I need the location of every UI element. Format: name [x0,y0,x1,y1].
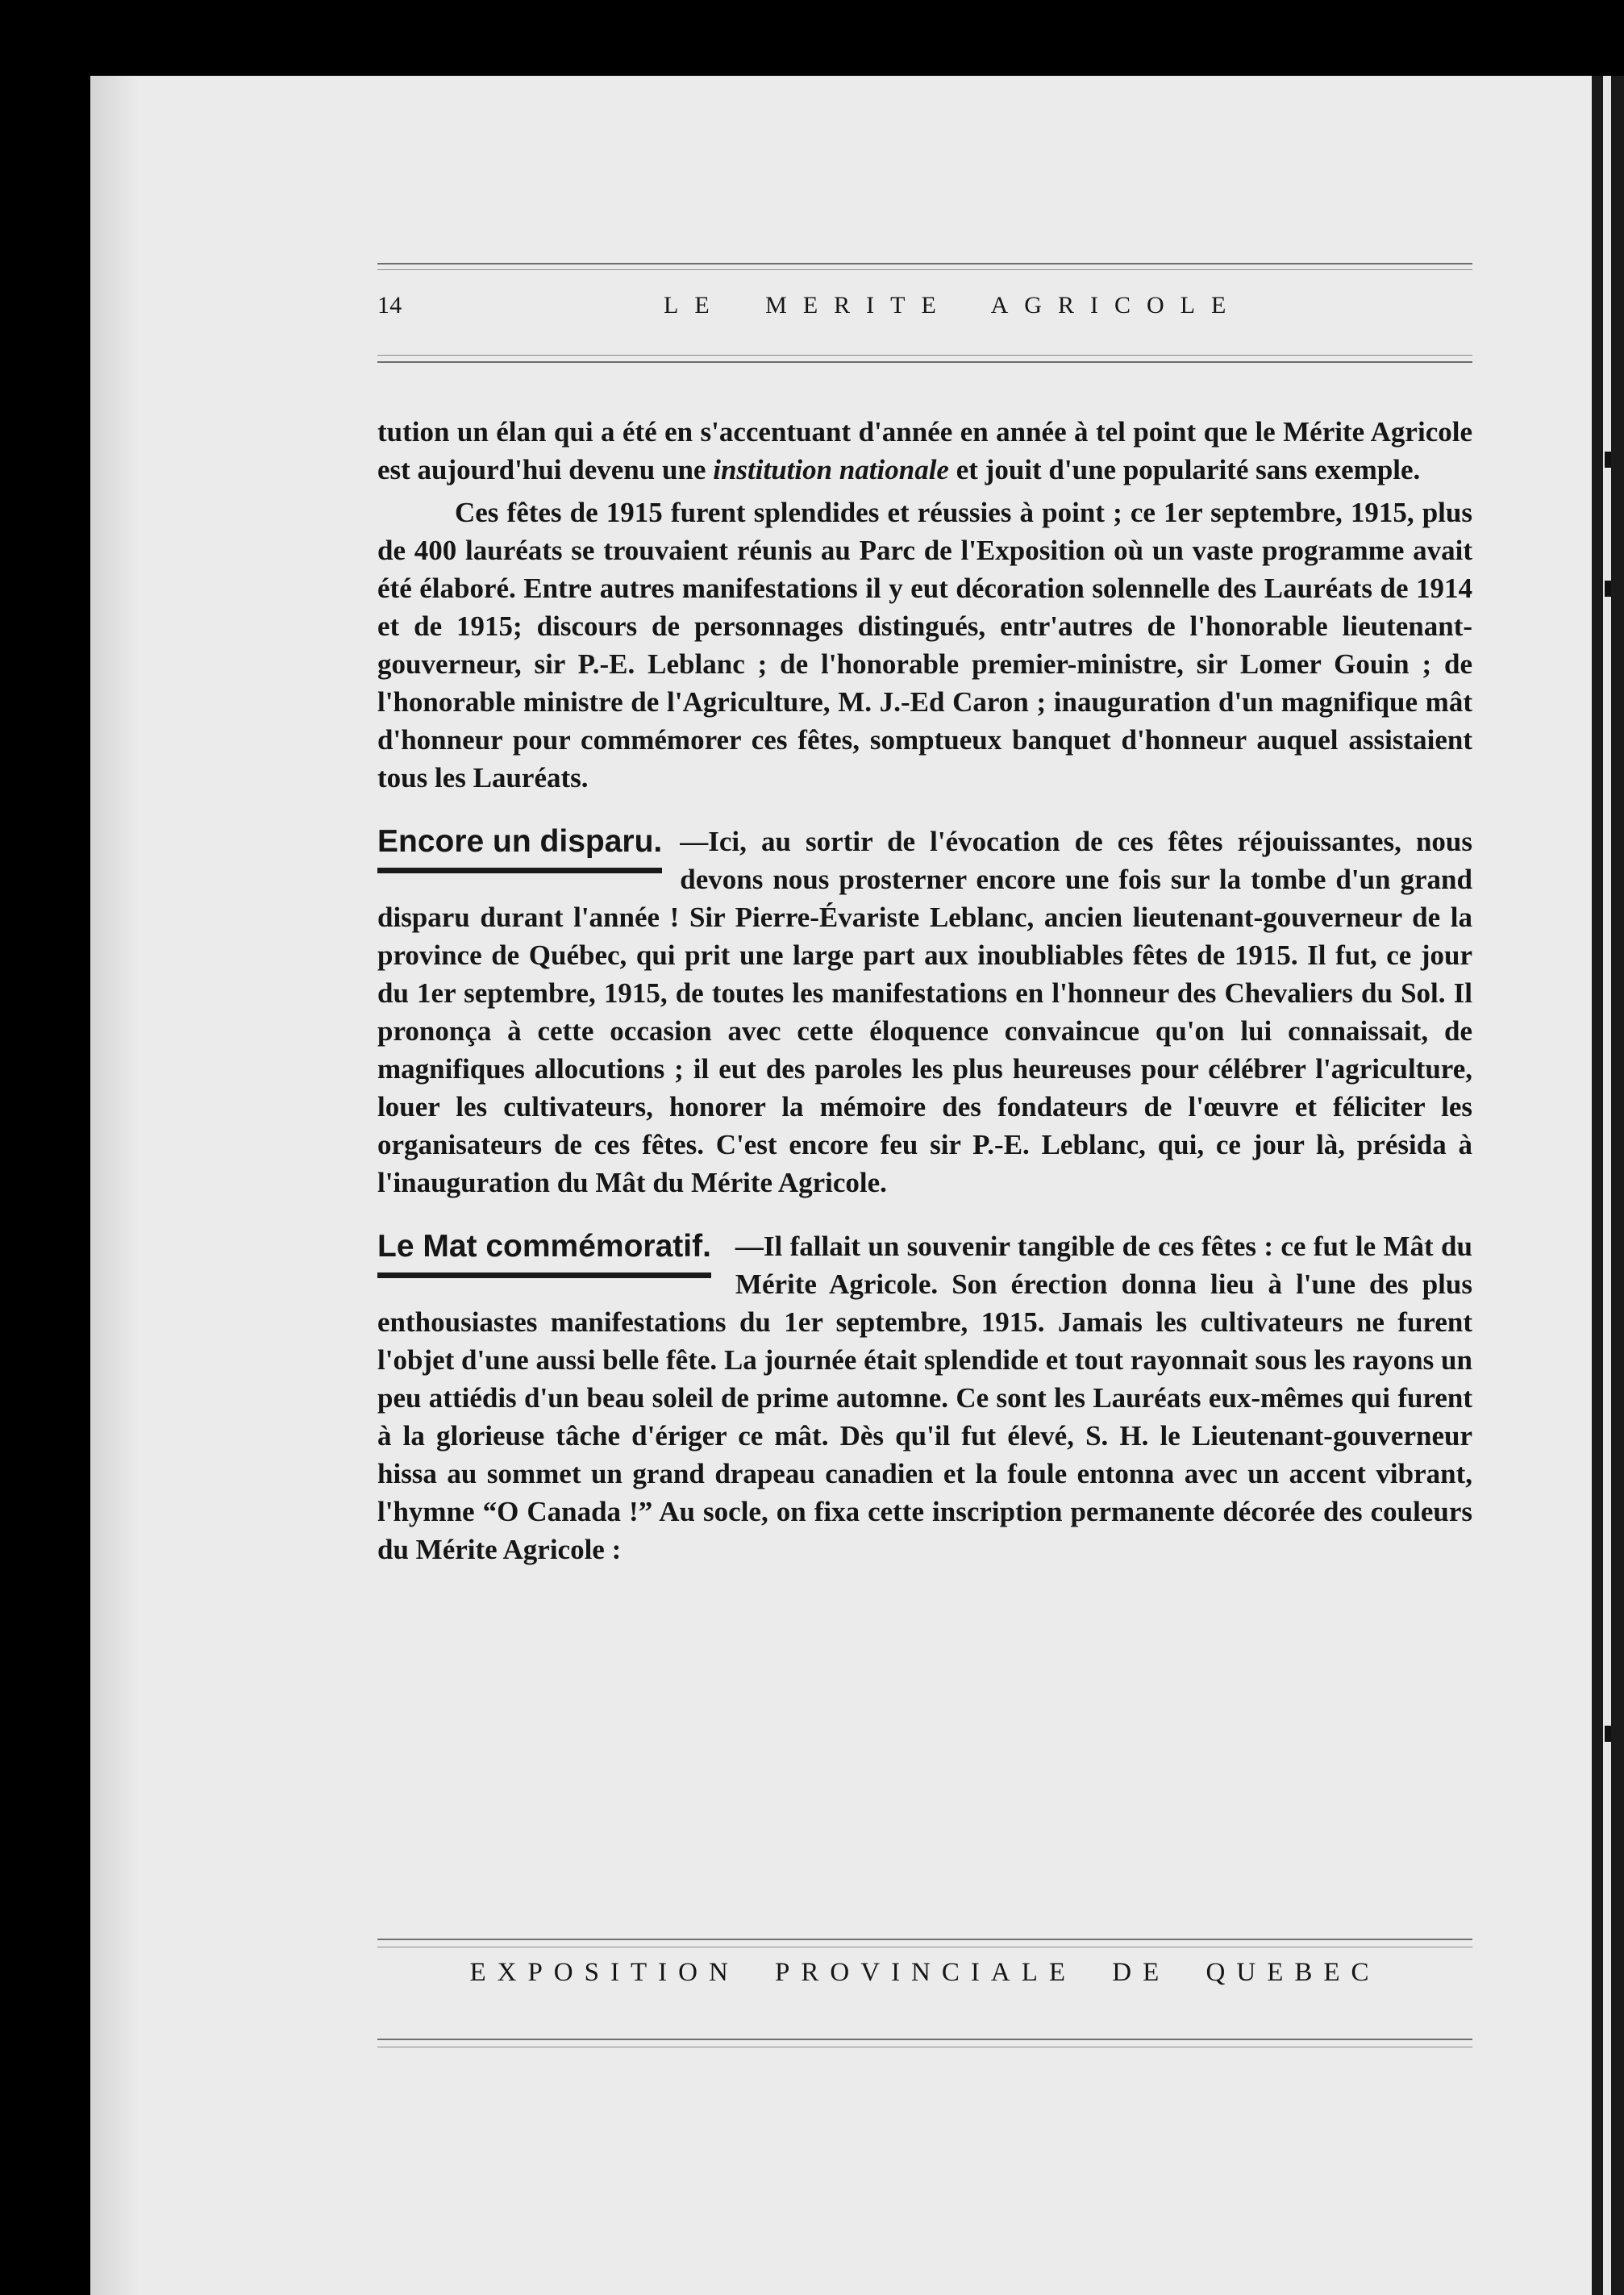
page-shadow [90,76,139,2295]
footer-rule-bottom [377,2039,1472,2040]
running-head [377,292,1472,327]
page-number: 14 [377,292,402,319]
emphasis: institution nationale [713,454,949,485]
edge-mark [1605,581,1611,597]
section-heading: Encore un disparu. [377,824,662,873]
section-text: —Il fallait un souvenir tangible de ces fêtes : ce fut le Mât du Mérite Agricole. Son érection donna lieu à l'une des plus enthousiastes manifestations du 1er septembre, 1915. Jamais les cultivateurs ne furent l'objet d'une aussi belle fête. La journée était splendide et tout rayonnait sous les rayons un peu attiédis d'un beau soleil de prime automne. Ce sont les Lauréats eux-mêmes qui furent à la glorieuse tâche d'ériger ce mât. Dès qu'il fut élevé, S. H. le Lieutenant-gouverneur hissa au sommet un grand drapeau canadien et la foule entonna avec un accent vibrant, l'hymne “O Canada !” Au socle, on fixa cette inscription permanente décorée des couleurs du Mérite Agricole : [377,1231,1472,1565]
footer-rule-top [377,1939,1472,1940]
adjacent-page-edge [1603,76,1611,2295]
edge-mark [1605,452,1611,468]
paragraph: Ces fêtes de 1915 furent splendides et réussies à point ; ce 1er septembre, 1915, plus de 400 lauréats se trouvaient réunis au Parc de l'Exposition où un vaste programme avait été élaboré. Entre autres manifestations il y eut décoration solennelle des Lauréats de 1914 et de 1915; discours de personnages distingués, entr'autres de l'honorable lieutenant-gouverneur, sir P.-E. Leblanc ; de l'honorable premier-ministre, sir Lomer Gouin ; de l'honorable ministre de l'Agriculture, M. J.-Ed Caron ; inauguration d'un magnifique mât d'honneur pour commémorer ces fêtes, somptueux banquet d'honneur auquel assistaient tous les Lauréats. [377,497,1472,793]
header-rule-bottom-thin [377,355,1472,356]
page-footer [377,1958,1472,2022]
running-title: LE MERITE AGRICOLE [664,292,1243,319]
section-text: —Ici, au sortir de l'évocation de ces fêtes réjouissantes, nous devons nous prosterner encore une fois sur la tombe d'un grand disparu durant l'année ! Sir Pierre-Évariste Leblanc, ancien lieutenant-gouverneur de la province de Québec, qui prit une large part aux inoubliables fêtes de 1915. Il fut, ce jour du 1er septembre, 1915, de toutes les manifestations en l'honneur des Chevaliers du Sol. Il prononça à cette occasion avec cette éloquence convaincue qu'on lui connaissait, de magnifiques allocutions ; il eut des paroles les plus heureuses pour célébrer l'agriculture, louer les cultivateurs, honorer la mémoire des fondateurs de l'œuvre et féliciter les organisateurs de ces fêtes. C'est encore feu sir P.-E. Leblanc, qui, ce jour là, présida à l'inauguration du Mât du Mérite Agricole. [377,826,1472,1198]
header-rule-top-thin [377,269,1472,270]
section-heading: Le Mat commémoratif. [377,1229,711,1278]
paragraph: tution un élan qui a été en s'accentuant d'année en année à tel point que le Mérite Agricole est aujourd'hui devenu une institution nationale et jouit d'une popularité sans exemple. [377,416,1472,485]
edge-mark [1605,1726,1611,1742]
article-body [377,413,1472,1568]
section-encore-un-disparu [377,823,1472,1202]
header-rule-bottom [377,361,1472,363]
header-rule-top [377,263,1472,264]
section-le-mat-commemoratif [377,1227,1472,1568]
footer-text: EXPOSITION PROVINCIALE DE QUEBEC [469,1958,1380,1987]
